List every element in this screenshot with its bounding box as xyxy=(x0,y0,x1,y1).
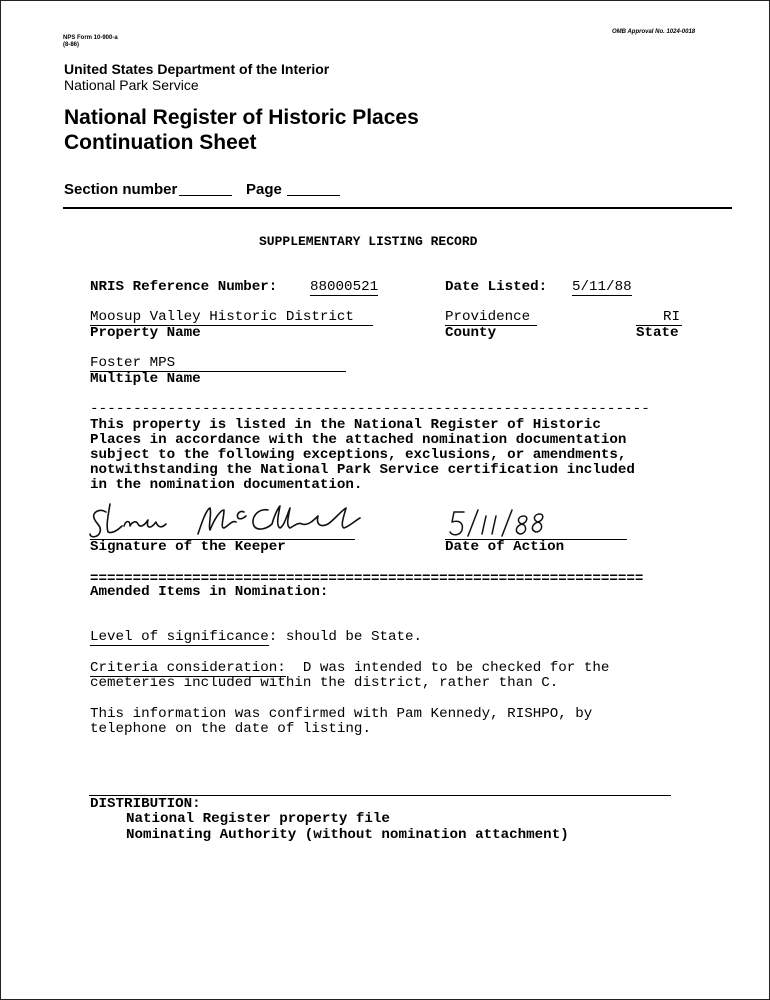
handwritten-action-date xyxy=(446,508,556,540)
level-text: : should be State. xyxy=(268,629,423,645)
omb-approval: OMB Approval No. 1024-0018 xyxy=(612,29,696,35)
distribution-item: Nominating Authority (without nomination attachment) xyxy=(126,827,569,843)
page-number-blank xyxy=(287,195,340,196)
distribution-heading: DISTRIBUTION: xyxy=(90,796,201,812)
section-number-label: Section number xyxy=(64,181,178,198)
multiple-name-value: Foster MPS xyxy=(90,355,176,371)
county-label: County xyxy=(445,325,497,341)
page-title: National Register of Historic Places xyxy=(64,106,419,129)
amended-heading: Amended Items in Nomination: xyxy=(90,584,329,600)
level-line xyxy=(90,630,422,645)
action-date-label: Date of Action xyxy=(445,539,565,555)
criteria-line-1 xyxy=(90,661,609,676)
dashed-separator: ----------------------------------------------------------------- xyxy=(90,401,650,417)
service-name: National Park Service xyxy=(64,77,199,93)
level-label: Level of significance xyxy=(90,629,269,645)
nris-label: NRIS Reference Number: xyxy=(90,279,278,295)
distribution-item: National Register property file xyxy=(126,811,390,827)
record-heading: SUPPLEMENTARY LISTING RECORD xyxy=(259,234,478,249)
property-name-label: Property Name xyxy=(90,325,201,341)
statement-line-3: subject to the following exceptions, exclusions, or amendments, xyxy=(90,447,627,463)
confirmation-line-1: This information was confirmed with Pam Kennedy, RISHPO, by xyxy=(90,706,593,722)
double-separator: ================================================================= xyxy=(90,571,644,587)
statement-line-1: This property is listed in the National Register of Historic xyxy=(90,417,601,433)
nris-value: 88000521 xyxy=(310,279,379,295)
signature-label: Signature of the Keeper xyxy=(90,539,286,555)
state-value: RI xyxy=(663,309,681,325)
state-label: State xyxy=(636,325,679,341)
section-number-blank xyxy=(179,195,232,196)
county-value: Providence xyxy=(445,309,531,325)
statement-line-4: notwithstanding the National Park Service certification included xyxy=(90,462,635,478)
page-subtitle: Continuation Sheet xyxy=(64,131,257,154)
form-number: NPS Form 10-900-a xyxy=(63,35,118,41)
header-rule xyxy=(63,207,732,209)
form-date: (8-86) xyxy=(63,42,80,48)
department-name: United States Department of the Interior xyxy=(64,61,330,77)
criteria-text-2: cemeteries included within the district, rather than C. xyxy=(90,675,559,691)
confirmation-line-2: telephone on the date of listing. xyxy=(90,721,371,737)
date-listed-value: 5/11/88 xyxy=(572,279,632,295)
statement-line-5: in the nomination documentation. xyxy=(90,477,363,493)
keeper-signature xyxy=(88,498,373,542)
statement-line-2: Places in accordance with the attached nomination documentation xyxy=(90,432,627,448)
criteria-label: Criteria consideration: xyxy=(90,660,286,676)
date-listed-label: Date Listed: xyxy=(445,279,548,295)
criteria-text-1: D was intended to be checked for the xyxy=(285,660,610,676)
page-label: Page xyxy=(246,181,282,198)
property-name-value: Moosup Valley Historic District xyxy=(90,309,354,325)
multiple-name-label: Multiple Name xyxy=(90,371,201,387)
